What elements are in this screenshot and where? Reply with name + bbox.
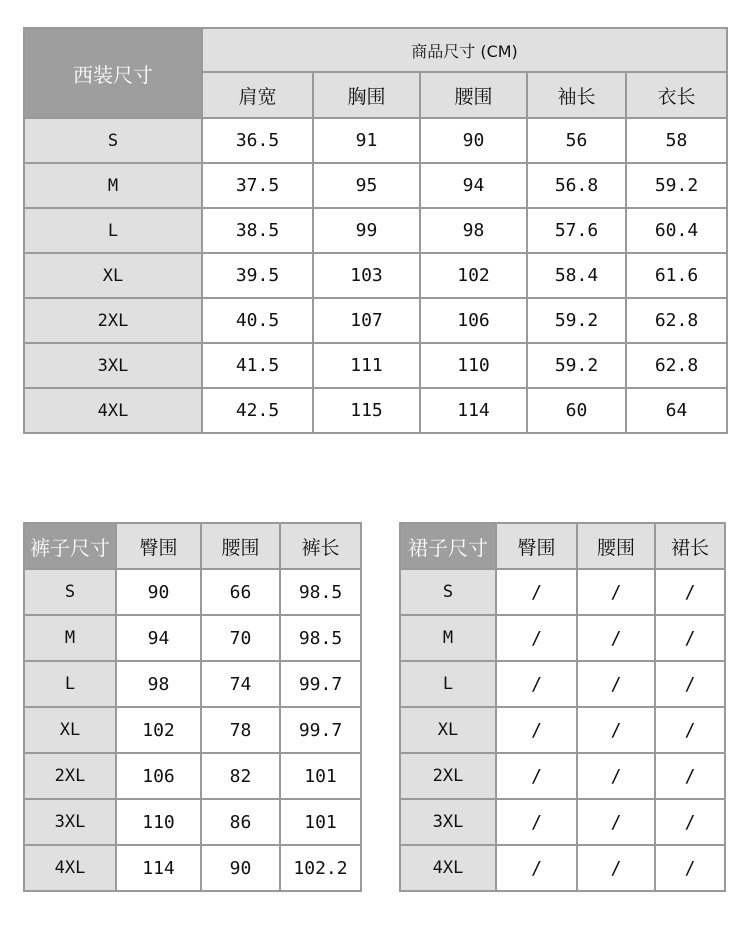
table-cell: /	[496, 569, 577, 615]
pants-table-title: 裤子尺寸	[24, 523, 116, 569]
table-cell: /	[655, 569, 725, 615]
table-cell: 82	[201, 753, 280, 799]
size-label: 4XL	[400, 845, 496, 891]
table-cell: 40.5	[202, 298, 313, 343]
table-cell: 66	[201, 569, 280, 615]
table-row	[400, 707, 725, 753]
table-cell: 114	[116, 845, 201, 891]
table-cell: 110	[116, 799, 201, 845]
table-cell: /	[577, 615, 655, 661]
table-cell: 58.4	[527, 253, 626, 298]
skirt-table-title: 裙子尺寸	[400, 523, 496, 569]
table-cell: 103	[313, 253, 420, 298]
table-cell: 56.8	[527, 163, 626, 208]
column-header: 胸围	[313, 72, 420, 118]
table-cell: 56	[527, 118, 626, 163]
table-row	[24, 661, 361, 707]
table-cell: /	[496, 753, 577, 799]
size-label: 2XL	[400, 753, 496, 799]
size-label: M	[24, 163, 202, 208]
size-label: 4XL	[24, 388, 202, 433]
table-cell: /	[655, 615, 725, 661]
table-cell: 115	[313, 388, 420, 433]
table-row	[24, 753, 361, 799]
table-cell: 111	[313, 343, 420, 388]
table-cell: 39.5	[202, 253, 313, 298]
table-cell: 62.8	[626, 343, 727, 388]
table-cell: 102	[420, 253, 527, 298]
column-header: 袖长	[527, 72, 626, 118]
table-cell: /	[496, 799, 577, 845]
size-label: S	[24, 118, 202, 163]
table-cell: /	[496, 845, 577, 891]
table-row	[400, 845, 725, 891]
table-cell: 98.5	[280, 569, 361, 615]
column-header: 裤长	[280, 523, 361, 569]
table-cell: 102	[116, 707, 201, 753]
size-label: XL	[24, 253, 202, 298]
size-label: 3XL	[24, 799, 116, 845]
table-cell: 74	[201, 661, 280, 707]
table-header-row	[400, 523, 725, 569]
column-header: 腰围	[420, 72, 527, 118]
table-cell: /	[655, 845, 725, 891]
table-cell: 59.2	[626, 163, 727, 208]
table-cell: /	[496, 707, 577, 753]
column-header: 腰围	[201, 523, 280, 569]
table-cell: /	[655, 753, 725, 799]
table-cell: 101	[280, 799, 361, 845]
table-cell: /	[577, 845, 655, 891]
size-label: 3XL	[400, 799, 496, 845]
size-label: 2XL	[24, 753, 116, 799]
table-cell: 107	[313, 298, 420, 343]
size-label: S	[24, 569, 116, 615]
table-cell: 61.6	[626, 253, 727, 298]
table-cell: 59.2	[527, 298, 626, 343]
table-cell: /	[496, 661, 577, 707]
table-row	[24, 845, 361, 891]
table-cell: /	[577, 569, 655, 615]
table-cell: 99.7	[280, 661, 361, 707]
table-row	[24, 388, 727, 433]
table-cell: 90	[201, 845, 280, 891]
table-cell: 70	[201, 615, 280, 661]
table-row	[24, 343, 727, 388]
table-cell: 114	[420, 388, 527, 433]
table-cell: 106	[420, 298, 527, 343]
table-cell: 60.4	[626, 208, 727, 253]
table-row	[400, 569, 725, 615]
table-cell: /	[655, 661, 725, 707]
table-cell: 58	[626, 118, 727, 163]
table-row	[24, 298, 727, 343]
table-cell: 91	[313, 118, 420, 163]
table-cell: 102.2	[280, 845, 361, 891]
column-header: 臀围	[116, 523, 201, 569]
table-row	[400, 753, 725, 799]
size-label: 2XL	[24, 298, 202, 343]
size-label: L	[24, 661, 116, 707]
table-header-row	[24, 523, 361, 569]
size-label: XL	[24, 707, 116, 753]
table-cell: 94	[420, 163, 527, 208]
table-row	[24, 799, 361, 845]
size-label: L	[400, 661, 496, 707]
column-header: 裙长	[655, 523, 725, 569]
table-row	[24, 615, 361, 661]
size-label: XL	[400, 707, 496, 753]
column-header: 肩宽	[202, 72, 313, 118]
table-cell: 64	[626, 388, 727, 433]
table-row	[400, 661, 725, 707]
table-row	[400, 799, 725, 845]
table-cell: 60	[527, 388, 626, 433]
column-header: 腰围	[577, 523, 655, 569]
table-row	[24, 707, 361, 753]
table-cell: /	[577, 753, 655, 799]
table-cell: 42.5	[202, 388, 313, 433]
table-cell: 110	[420, 343, 527, 388]
size-label: L	[24, 208, 202, 253]
table-cell: 98	[420, 208, 527, 253]
table-cell: 38.5	[202, 208, 313, 253]
table-row	[24, 208, 727, 253]
size-label: 4XL	[24, 845, 116, 891]
table-cell: 106	[116, 753, 201, 799]
table-cell: 62.8	[626, 298, 727, 343]
product-size-header: 商品尺寸 (CM)	[202, 28, 727, 72]
table-cell: 36.5	[202, 118, 313, 163]
table-cell: 98	[116, 661, 201, 707]
table-cell: 101	[280, 753, 361, 799]
suit-size-table	[23, 27, 728, 434]
table-cell: 94	[116, 615, 201, 661]
table-cell: /	[655, 799, 725, 845]
table-cell: 37.5	[202, 163, 313, 208]
table-cell: /	[496, 615, 577, 661]
table-cell: /	[655, 707, 725, 753]
pants-size-table	[23, 522, 362, 892]
table-row	[24, 253, 727, 298]
table-row	[24, 163, 727, 208]
table-cell: 90	[420, 118, 527, 163]
column-header: 衣长	[626, 72, 727, 118]
table-row	[24, 118, 727, 163]
size-label: M	[24, 615, 116, 661]
size-label: S	[400, 569, 496, 615]
table-cell: 90	[116, 569, 201, 615]
table-cell: 95	[313, 163, 420, 208]
table-cell: 86	[201, 799, 280, 845]
skirt-size-table	[399, 522, 726, 892]
table-cell: /	[577, 707, 655, 753]
suit-table-title: 西装尺寸	[24, 28, 202, 118]
size-label: 3XL	[24, 343, 202, 388]
table-cell: 78	[201, 707, 280, 753]
table-row	[400, 615, 725, 661]
table-row	[24, 569, 361, 615]
table-cell: 59.2	[527, 343, 626, 388]
table-cell: /	[577, 799, 655, 845]
size-label: M	[400, 615, 496, 661]
table-cell: 98.5	[280, 615, 361, 661]
table-cell: 99	[313, 208, 420, 253]
column-header: 臀围	[496, 523, 577, 569]
table-cell: /	[577, 661, 655, 707]
table-cell: 57.6	[527, 208, 626, 253]
table-cell: 41.5	[202, 343, 313, 388]
table-cell: 99.7	[280, 707, 361, 753]
